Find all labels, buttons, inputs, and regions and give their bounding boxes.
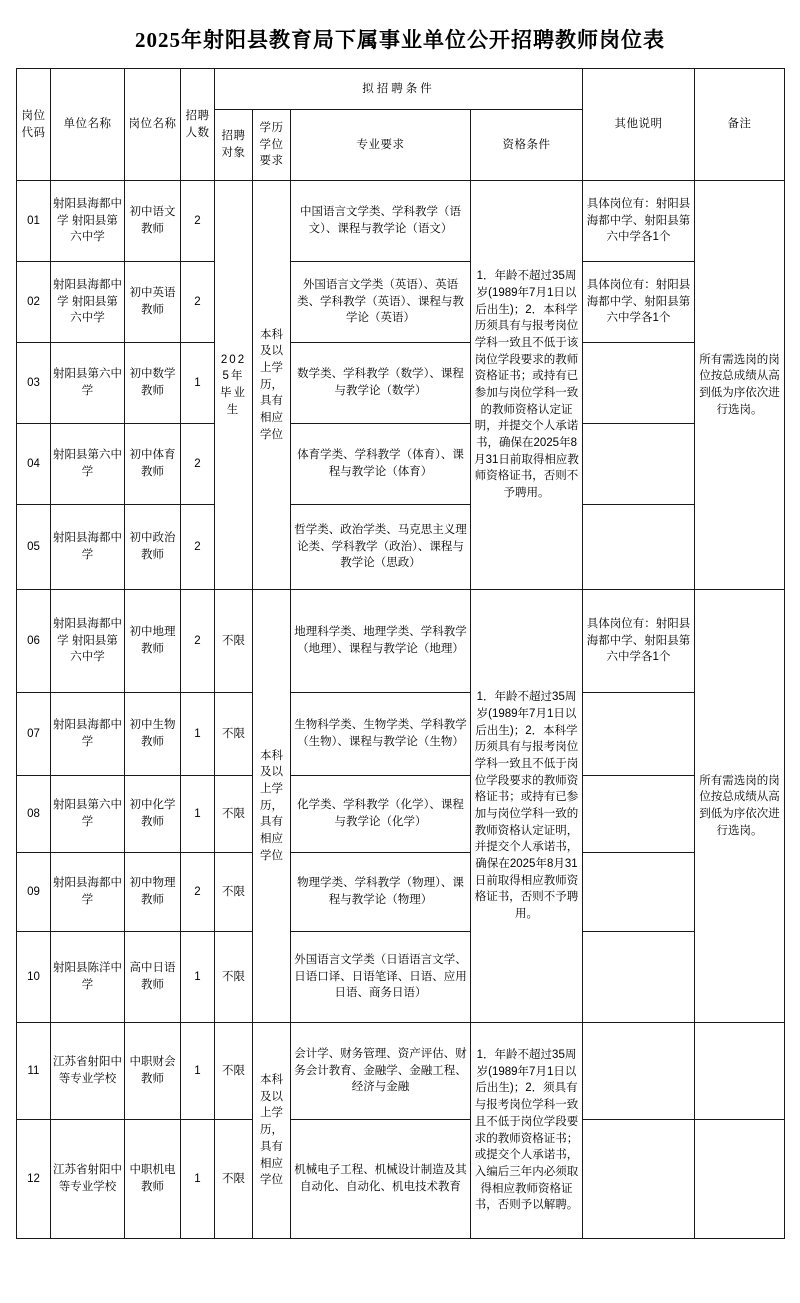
cell-num: 2 bbox=[181, 181, 215, 262]
cell-post: 初中化学教师 bbox=[125, 776, 181, 853]
cell-post: 初中政治教师 bbox=[125, 505, 181, 590]
cell-unit: 射阳县海都中学 bbox=[51, 505, 125, 590]
header-object: 招聘对象 bbox=[215, 110, 253, 181]
cell-other bbox=[583, 1023, 695, 1120]
cell-code: 10 bbox=[17, 932, 51, 1023]
cell-num: 1 bbox=[181, 1120, 215, 1239]
cell-other bbox=[583, 853, 695, 932]
cell-num: 2 bbox=[181, 262, 215, 343]
cell-major: 生物科学类、生物学类、学科教学（生物）、课程与教学论（生物） bbox=[291, 693, 471, 776]
cell-other bbox=[583, 505, 695, 590]
cell-major: 数学类、学科教学（数学）、课程与教学论（数学） bbox=[291, 343, 471, 424]
cell-unit: 射阳县第六中学 bbox=[51, 424, 125, 505]
table-row bbox=[17, 590, 785, 693]
cell-major: 中国语言文学类、学科教学（语文）、课程与教学论（语文） bbox=[291, 181, 471, 262]
cell-major: 地理科学类、地理学类、学科教学（地理）、课程与教学论（地理） bbox=[291, 590, 471, 693]
cell-education: 本科及以上学历，具有相应学位 bbox=[253, 590, 291, 1023]
cell-object: 不限 bbox=[215, 932, 253, 1023]
cell-major: 外国语言文学类（日语语言文学、日语口译、日语笔译、日语、应用日语、商务日语） bbox=[291, 932, 471, 1023]
cell-num: 1 bbox=[181, 1023, 215, 1120]
cell-unit: 射阳县海都中学 bbox=[51, 693, 125, 776]
cell-code: 11 bbox=[17, 1023, 51, 1120]
header-unit: 单位名称 bbox=[51, 69, 125, 181]
cell-qualification: 1．年龄不超过35周岁(1989年7月1日以后出生)；2．须具有与报考岗位学科一致且不低于岗位学段要求的教师资格证书；或提交个人承诺书，入编后三年内必须取得相应教师资格证书，否则予以解聘。 bbox=[471, 1023, 583, 1239]
page-title: 2025年射阳县教育局下属事业单位公开招聘教师岗位表 bbox=[135, 28, 665, 52]
cell-code: 06 bbox=[17, 590, 51, 693]
cell-object: 不限 bbox=[215, 1023, 253, 1120]
cell-remark bbox=[695, 1120, 785, 1239]
cell-num: 2 bbox=[181, 853, 215, 932]
cell-post: 中职财会教师 bbox=[125, 1023, 181, 1120]
table-row bbox=[17, 776, 785, 853]
cell-post: 初中语文教师 bbox=[125, 181, 181, 262]
cell-unit: 射阳县海都中学 bbox=[51, 853, 125, 932]
cell-code: 05 bbox=[17, 505, 51, 590]
cell-object: 不限 bbox=[215, 1120, 253, 1239]
cell-object: 不限 bbox=[215, 590, 253, 693]
cell-other bbox=[583, 424, 695, 505]
header-major: 专业要求 bbox=[291, 110, 471, 181]
cell-post: 中职机电教师 bbox=[125, 1120, 181, 1239]
table-row bbox=[17, 853, 785, 932]
cell-unit: 江苏省射阳中等专业学校 bbox=[51, 1120, 125, 1239]
cell-unit: 射阳县海都中学 射阳县第六中学 bbox=[51, 181, 125, 262]
cell-num: 2 bbox=[181, 505, 215, 590]
table-row bbox=[17, 693, 785, 776]
cell-major: 会计学、财务管理、资产评估、财务会计教育、金融学、金融工程、经济与金融 bbox=[291, 1023, 471, 1120]
cell-unit: 射阳县海都中学 射阳县第六中学 bbox=[51, 590, 125, 693]
cell-post: 初中英语教师 bbox=[125, 262, 181, 343]
cell-code: 02 bbox=[17, 262, 51, 343]
cell-major: 哲学类、政治学类、马克思主义理论类、学科教学（政治）、课程与教学论（思政） bbox=[291, 505, 471, 590]
cell-education: 本科及以上学历，具有相应学位 bbox=[253, 181, 291, 590]
cell-remark bbox=[695, 1023, 785, 1120]
cell-object: 不限 bbox=[215, 776, 253, 853]
cell-code: 01 bbox=[17, 181, 51, 262]
cell-post: 初中体育教师 bbox=[125, 424, 181, 505]
header-conditions-group: 拟招聘条件 bbox=[215, 69, 583, 110]
cell-major: 化学类、学科教学（化学）、课程与教学论（化学） bbox=[291, 776, 471, 853]
cell-num: 2 bbox=[181, 590, 215, 693]
header-num: 招聘人数 bbox=[181, 69, 215, 181]
cell-code: 12 bbox=[17, 1120, 51, 1239]
cell-unit: 江苏省射阳中等专业学校 bbox=[51, 1023, 125, 1120]
recruitment-table bbox=[16, 68, 785, 1239]
cell-major: 外国语言文学类（英语）、英语类、学科教学（英语）、课程与教学论（英语） bbox=[291, 262, 471, 343]
cell-other bbox=[583, 776, 695, 853]
cell-num: 1 bbox=[181, 343, 215, 424]
cell-post: 初中数学教师 bbox=[125, 343, 181, 424]
table-row bbox=[17, 181, 785, 262]
header-education: 学历学位要求 bbox=[253, 110, 291, 181]
header-qualification: 资格条件 bbox=[471, 110, 583, 181]
cell-other: 具体岗位有：射阳县海都中学、射阳县第六中学各1个 bbox=[583, 181, 695, 262]
cell-num: 1 bbox=[181, 693, 215, 776]
cell-other bbox=[583, 343, 695, 424]
header-code: 岗位代码 bbox=[17, 69, 51, 181]
cell-other bbox=[583, 1120, 695, 1239]
table-row bbox=[17, 1120, 785, 1239]
cell-education: 本科及以上学历，具有相应学位 bbox=[253, 1023, 291, 1239]
cell-object: 不限 bbox=[215, 693, 253, 776]
table-row bbox=[17, 343, 785, 424]
cell-unit: 射阳县第六中学 bbox=[51, 776, 125, 853]
cell-code: 09 bbox=[17, 853, 51, 932]
cell-post: 初中生物教师 bbox=[125, 693, 181, 776]
cell-other: 具体岗位有：射阳县海都中学、射阳县第六中学各1个 bbox=[583, 590, 695, 693]
table-row bbox=[17, 424, 785, 505]
header-other: 其他说明 bbox=[583, 69, 695, 181]
cell-code: 07 bbox=[17, 693, 51, 776]
cell-remark: 所有需选岗的岗位按总成绩从高到低为序依次进行选岗。 bbox=[695, 181, 785, 590]
cell-qualification: 1．年龄不超过35周岁(1989年7月1日以后出生)；2．本科学历须具有与报考岗位学科一致且不低于该岗位学段要求的教师资格证书；或持有已参加与岗位学科一致的教师资格认定证明，并提交个人承诺书，确保在2025年8月31日前取得相应教师资格证书，否则不予聘用。 bbox=[471, 181, 583, 590]
cell-major: 机械电子工程、机械设计制造及其自动化、自动化、机电技术教育 bbox=[291, 1120, 471, 1239]
cell-other bbox=[583, 693, 695, 776]
cell-unit: 射阳县第六中学 bbox=[51, 343, 125, 424]
cell-num: 2 bbox=[181, 424, 215, 505]
cell-other: 具体岗位有：射阳县海都中学、射阳县第六中学各1个 bbox=[583, 262, 695, 343]
cell-major: 物理学类、学科教学（物理）、课程与教学论（物理） bbox=[291, 853, 471, 932]
cell-code: 04 bbox=[17, 424, 51, 505]
cell-unit: 射阳县陈洋中学 bbox=[51, 932, 125, 1023]
cell-post: 高中日语教师 bbox=[125, 932, 181, 1023]
header-post: 岗位名称 bbox=[125, 69, 181, 181]
table-row bbox=[17, 505, 785, 590]
cell-num: 1 bbox=[181, 776, 215, 853]
table-row bbox=[17, 932, 785, 1023]
table-row bbox=[17, 262, 785, 343]
cell-object: 2025年毕业生 bbox=[215, 181, 253, 590]
cell-unit: 射阳县海都中学 射阳县第六中学 bbox=[51, 262, 125, 343]
cell-post: 初中地理教师 bbox=[125, 590, 181, 693]
cell-code: 08 bbox=[17, 776, 51, 853]
cell-remark: 所有需选岗的岗位按总成绩从高到低为序依次进行选岗。 bbox=[695, 590, 785, 1023]
cell-other bbox=[583, 932, 695, 1023]
header-remark: 备注 bbox=[695, 69, 785, 181]
cell-major: 体育学类、学科教学（体育）、课程与教学论（体育） bbox=[291, 424, 471, 505]
table-row bbox=[17, 1023, 785, 1120]
cell-code: 03 bbox=[17, 343, 51, 424]
cell-post: 初中物理教师 bbox=[125, 853, 181, 932]
cell-qualification: 1．年龄不超过35周岁(1989年7月1日以后出生)；2．本科学历须具有与报考岗位学科一致且不低于岗位学段要求的教师资格证书；或持有已参加与岗位学科一致的教师资格认定证明，并提交个人承诺书，确保在2025年8月31日前取得相应教师资格证书，否则不予聘用。 bbox=[471, 590, 583, 1023]
table-header-row-1 bbox=[17, 69, 785, 110]
cell-object: 不限 bbox=[215, 853, 253, 932]
cell-num: 1 bbox=[181, 932, 215, 1023]
